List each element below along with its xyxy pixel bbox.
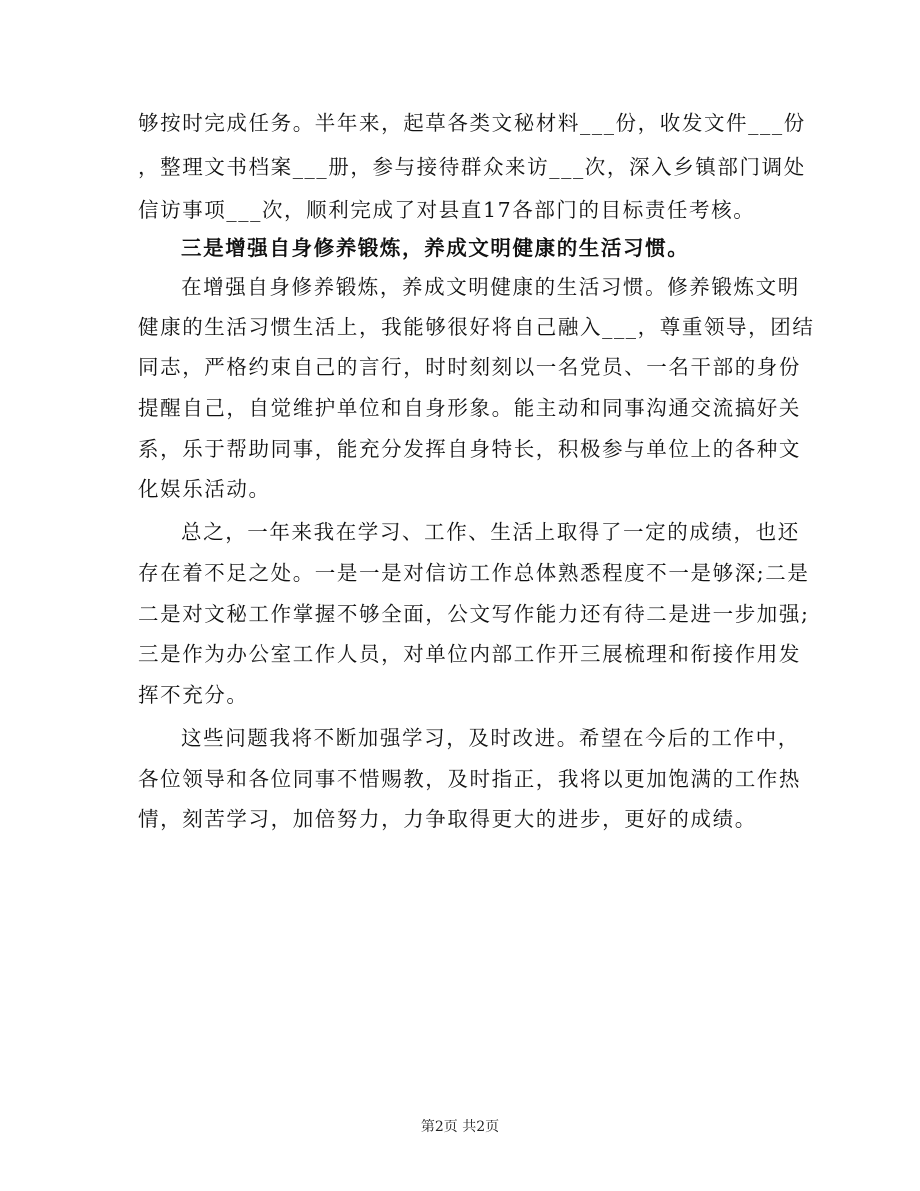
body-line: 二是对文秘工作掌握不够全面，公文写作能力还有待二是进一步加强; <box>138 602 810 626</box>
body-line: 挥不充分。 <box>138 683 249 707</box>
body-line: ，整理文书档案___册，参与接待群众来访___次，深入乡镇部门调处 <box>138 155 806 179</box>
page-number: 第2页 共2页 <box>420 1119 500 1135</box>
body-line: 这些问题我将不断加强学习，及时改进。希望在今后的工作中， <box>181 726 800 750</box>
body-line: 总之，一年来我在学习、工作、生活上取得了一定的成绩，也还 <box>181 520 800 544</box>
body-line: 系，乐于帮助同事，能充分发挥自身特长，积极参与单位上的各种文 <box>138 437 801 461</box>
body-line: 各位领导和各位同事不惜赐教，及时指正，我将以更加饱满的工作热 <box>138 767 801 791</box>
body-line: 健康的生活习惯生活上，我能够很好将自己融入___，尊重领导，团结 <box>138 315 815 339</box>
body-line: 化娱乐活动。 <box>138 477 271 501</box>
body-line: 提醒自己，自觉维护单位和自身形象。能主动和同事沟通交流搞好关 <box>138 396 801 420</box>
body-line: 三是作为办公室工作人员，对单位内部工作开三展梳理和衔接作用发 <box>138 642 801 666</box>
section-heading: 三是增强自身修养锻炼，养成文明健康的生活习惯。 <box>181 236 690 260</box>
body-line: 够按时完成任务。半年来，起草各类文秘材料___份，收发文件___份 <box>138 111 806 135</box>
body-line: 存在着不足之处。一是一是对信访工作总体熟悉程度不一是够深;二是 <box>138 561 810 585</box>
body-line: 信访事项___次，顺利完成了对县直17各部门的目标责任考核。 <box>138 198 756 222</box>
body-line: 同志，严格约束自己的言行，时时刻刻以一名党员、一名干部的身份 <box>138 355 801 379</box>
body-line: 在增强自身修养锻炼，养成文明健康的生活习惯。修养锻炼文明 <box>181 275 800 299</box>
body-line: 情，刻苦学习，加倍努力，力争取得更大的进步，更好的成绩。 <box>138 807 757 831</box>
